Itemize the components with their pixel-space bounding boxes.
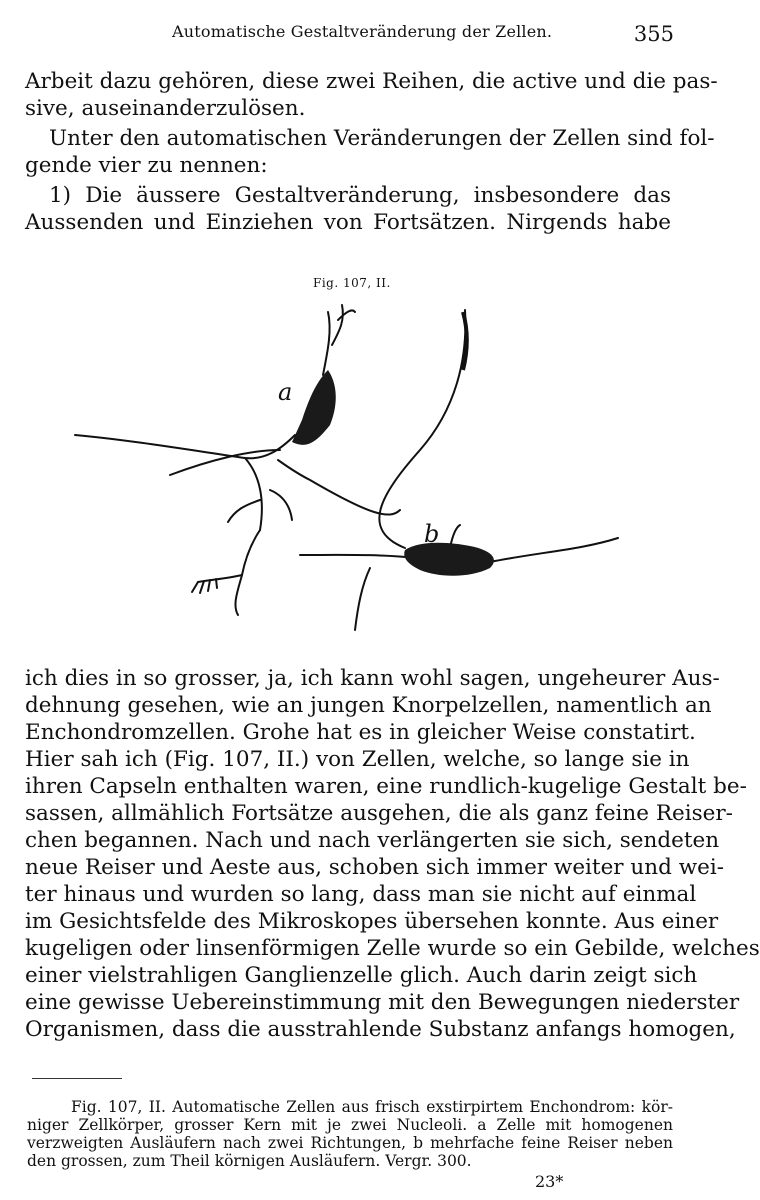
label-a: a — [278, 378, 293, 406]
footnote-line: den grossen, zum Theil körnigen Ausläufern. Vergr. 300. — [27, 1152, 472, 1170]
footnote-line: niger Zellkörper, grosser Kern mit je zwei Nucleoli. a Zelle mit homogenen — [27, 1116, 673, 1134]
text-line: einer vielstrahligen Ganglienzelle glich. Auch darin zeigt sich — [25, 963, 698, 988]
cell-a-process — [235, 530, 260, 615]
figure-cells — [70, 300, 630, 640]
cell-a-process — [338, 310, 355, 320]
text-line: Organismen, dass die ausstrahlende Substanz anfangs homogen, — [25, 1017, 736, 1042]
text-line: eine gewisse Uebereinstimmung mit den Bewegungen niederster — [25, 990, 740, 1015]
cell-a-body — [292, 370, 336, 445]
text-line: Aussenden und Einziehen von Fortsätzen. Nirgends habe — [25, 210, 671, 235]
running-head — [24, 22, 674, 48]
printer-signature: 23* — [535, 1172, 564, 1191]
footnote-rule — [32, 1078, 122, 1079]
cell-a-process — [192, 579, 217, 593]
text-line: sassen, allmählich Fortsätze ausgehen, die als ganz feine Reiser- — [25, 801, 733, 826]
top-paragraphs — [25, 68, 718, 236]
text-line: Hier sah ich (Fig. 107, II.) von Zellen, welche, so lange sie in — [25, 747, 690, 772]
running-title: Automatische Gestaltveränderung der Zellen. — [172, 22, 553, 41]
text-line: kugeligen oder linsenförmigen Zelle wurde so ein Gebilde, welches — [25, 936, 760, 961]
cell-b-body — [404, 543, 494, 576]
text-line: ihren Capseln enthalten waren, eine rundlich-kugelige Gestalt be- — [25, 774, 747, 799]
cell-a-process — [75, 435, 295, 458]
cell-b-process — [490, 538, 618, 562]
cell-a-process — [170, 450, 280, 475]
cell-b-process — [379, 310, 465, 548]
cell-b-process — [355, 568, 370, 630]
figure-caption-footnote — [27, 1098, 673, 1170]
footnote-line: verzweigten Ausläufern nach zwei Richtungen, b mehrfache feine Reiser neben — [27, 1134, 673, 1152]
text-line: dehnung gesehen, wie an jungen Knorpelzellen, namentlich an — [25, 693, 712, 718]
text-line: Enchondromzellen. Grohe hat es in gleicher Weise constatirt. — [25, 720, 696, 745]
cell-illustration — [70, 300, 630, 640]
figure-label: Fig. 107, II. — [313, 276, 391, 290]
cell-b-tip — [463, 312, 467, 370]
text-line: ter hinaus und wurden so lang, dass man sie nicht auf einmal — [25, 882, 697, 907]
cell-a-process — [270, 490, 292, 520]
text-line: 1) Die äussere Gestaltveränderung, insbesondere das — [49, 183, 671, 208]
footnote-line: Fig. 107, II. Automatische Zellen aus frisch exstirpirtem Enchondrom: kör- — [71, 1098, 673, 1116]
text-line: Arbeit dazu gehören, diese zwei Reihen, die active und die pas- — [25, 69, 718, 94]
cell-a-process — [332, 305, 343, 345]
text-line: Unter den automatischen Veränderungen der Zellen sind fol- — [49, 126, 715, 151]
text-line: ich dies in so grosser, ja, ich kann wohl sagen, ungeheurer Aus- — [25, 666, 720, 691]
text-line: chen begannen. Nach und nach verlängerten sie sich, sendeten — [25, 828, 720, 853]
cell-a-process — [323, 312, 330, 375]
cell-b-process — [300, 555, 415, 558]
text-line: im Gesichtsfelde des Mikroskopes übersehen konnte. Aus einer — [25, 909, 719, 934]
text-line: sive, auseinanderzulösen. — [25, 96, 306, 121]
main-paragraph — [25, 665, 760, 1043]
text-line: neue Reiser und Aeste aus, schoben sich immer weiter und wei- — [25, 855, 724, 880]
cell-a-process — [245, 458, 262, 530]
label-b: b — [424, 520, 440, 548]
cell-a-process — [228, 500, 260, 522]
text-line: gende vier zu nennen: — [25, 153, 268, 178]
page-number: 355 — [633, 22, 674, 46]
